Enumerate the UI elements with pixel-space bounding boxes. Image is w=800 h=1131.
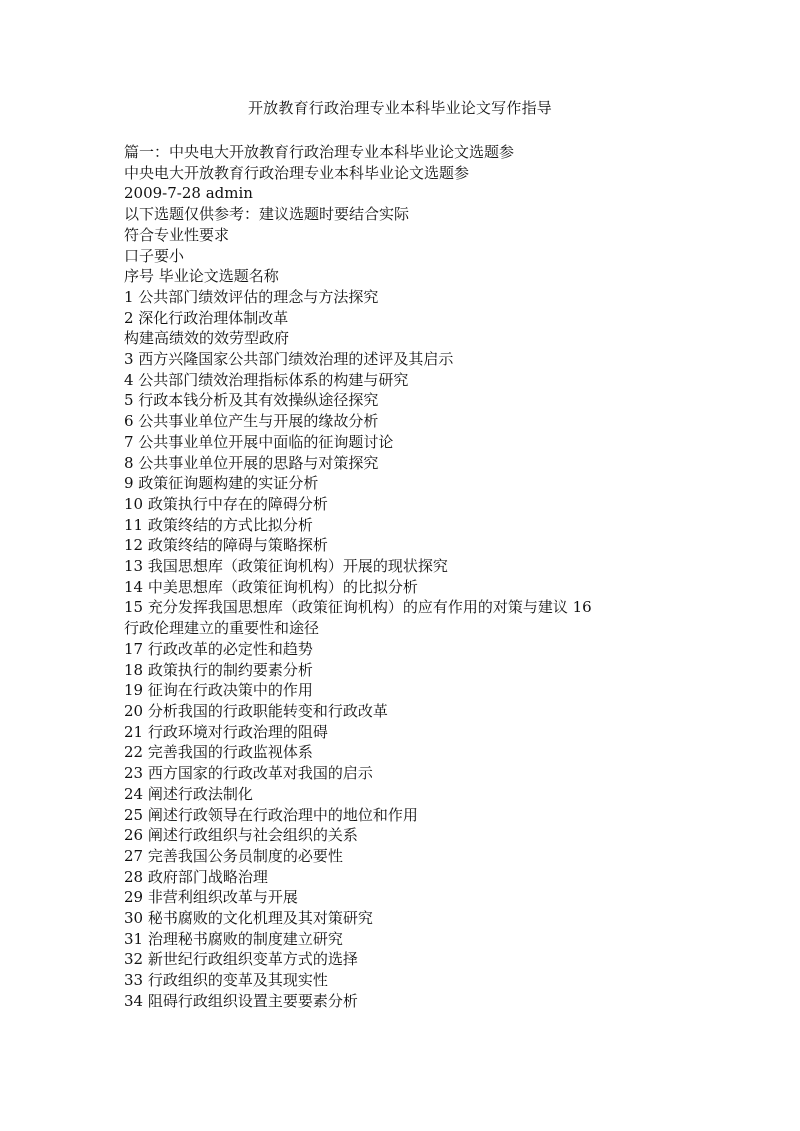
text-line: 23 西方国家的行政改革对我国的启示 — [124, 764, 373, 783]
text-line: 10 政策执行中存在的障碍分析 — [124, 494, 328, 513]
text-line: 29 非营利组织改革与开展 — [124, 888, 298, 907]
text-line: 28 政府部门战略治理 — [124, 867, 268, 886]
text-line: 33 行政组织的变革及其现实性 — [124, 971, 328, 990]
text-line: 31 治理秘书腐败的制度建立研究 — [124, 929, 343, 948]
text-line: 19 征询在行政决策中的作用 — [124, 681, 313, 700]
text-line: 25 阐述行政领导在行政治理中的地位和作用 — [124, 805, 418, 824]
text-line: 2 深化行政治理体制改革 — [124, 308, 289, 327]
text-line: 13 我国思想库（政策征询机构）开展的现状探究 — [124, 557, 448, 576]
text-line: 中央电大开放教育行政治理专业本科毕业论文选题参 — [124, 163, 470, 182]
text-line: 22 完善我国的行政监视体系 — [124, 743, 313, 762]
document-body — [124, 142, 724, 1012]
text-line: 符合专业性要求 — [124, 225, 230, 244]
text-line: 6 公共事业单位产生与开展的缘故分析 — [124, 412, 379, 431]
text-line: 篇一：中央电大开放教育行政治理专业本科毕业论文选题参 — [124, 143, 515, 161]
text-line: 5 行政本钱分析及其有效操纵途径探究 — [124, 391, 379, 410]
text-line: 7 公共事业单位开展中面临的征询题讨论 — [124, 432, 394, 451]
text-line: 21 行政环境对行政治理的阻碍 — [124, 722, 328, 741]
text-line: 30 秘书腐败的文化机理及其对策研究 — [124, 909, 373, 928]
text-line: 15 充分发挥我国思想库（政策征询机构）的应有作用的对策与建议 16 — [124, 598, 592, 617]
text-line: 24 阐述行政法制化 — [124, 784, 253, 803]
text-line: 构建高绩效的效劳型政府 — [124, 329, 290, 348]
text-line: 8 公共事业单位开展的思路与对策探究 — [124, 453, 379, 472]
text-line: 20 分析我国的行政职能转变和行政改革 — [124, 701, 388, 720]
text-line: 18 政策执行的制约要素分析 — [124, 660, 313, 679]
text-line: 口子要小 — [124, 246, 185, 265]
text-line: 1 公共部门绩效评估的理念与方法探究 — [124, 287, 379, 306]
text-line: 2009-7-28 admin — [124, 184, 253, 203]
text-line: 3 西方兴隆国家公共部门绩效治理的述评及其启示 — [124, 350, 454, 369]
text-line: 以下选题仅供参考：建议选题时要结合实际 — [124, 205, 410, 224]
text-line: 32 新世纪行政组织变革方式的选择 — [124, 950, 358, 969]
text-line: 26 阐述行政组织与社会组织的关系 — [124, 826, 358, 845]
text-line: 12 政策终结的障碍与策略探析 — [124, 536, 328, 555]
document-title: 开放教育行政治理专业本科毕业论文写作指导 — [247, 99, 552, 117]
text-line: 行政伦理建立的重要性和途径 — [124, 619, 320, 638]
text-line: 14 中美思想库（政策征询机构）的比拟分析 — [124, 577, 418, 596]
text-line: 4 公共部门绩效治理指标体系的构建与研究 — [124, 370, 409, 389]
text-line: 序号 毕业论文选题名称 — [124, 267, 279, 286]
text-line: 27 完善我国公务员制度的必要性 — [124, 846, 343, 865]
text-line: 34 阻碍行政组织设置主要要素分析 — [124, 991, 358, 1010]
text-line: 17 行政改革的必定性和趋势 — [124, 639, 313, 658]
text-line: 11 政策终结的方式比拟分析 — [124, 515, 313, 534]
text-line: 9 政策征询题构建的实证分析 — [124, 474, 319, 493]
